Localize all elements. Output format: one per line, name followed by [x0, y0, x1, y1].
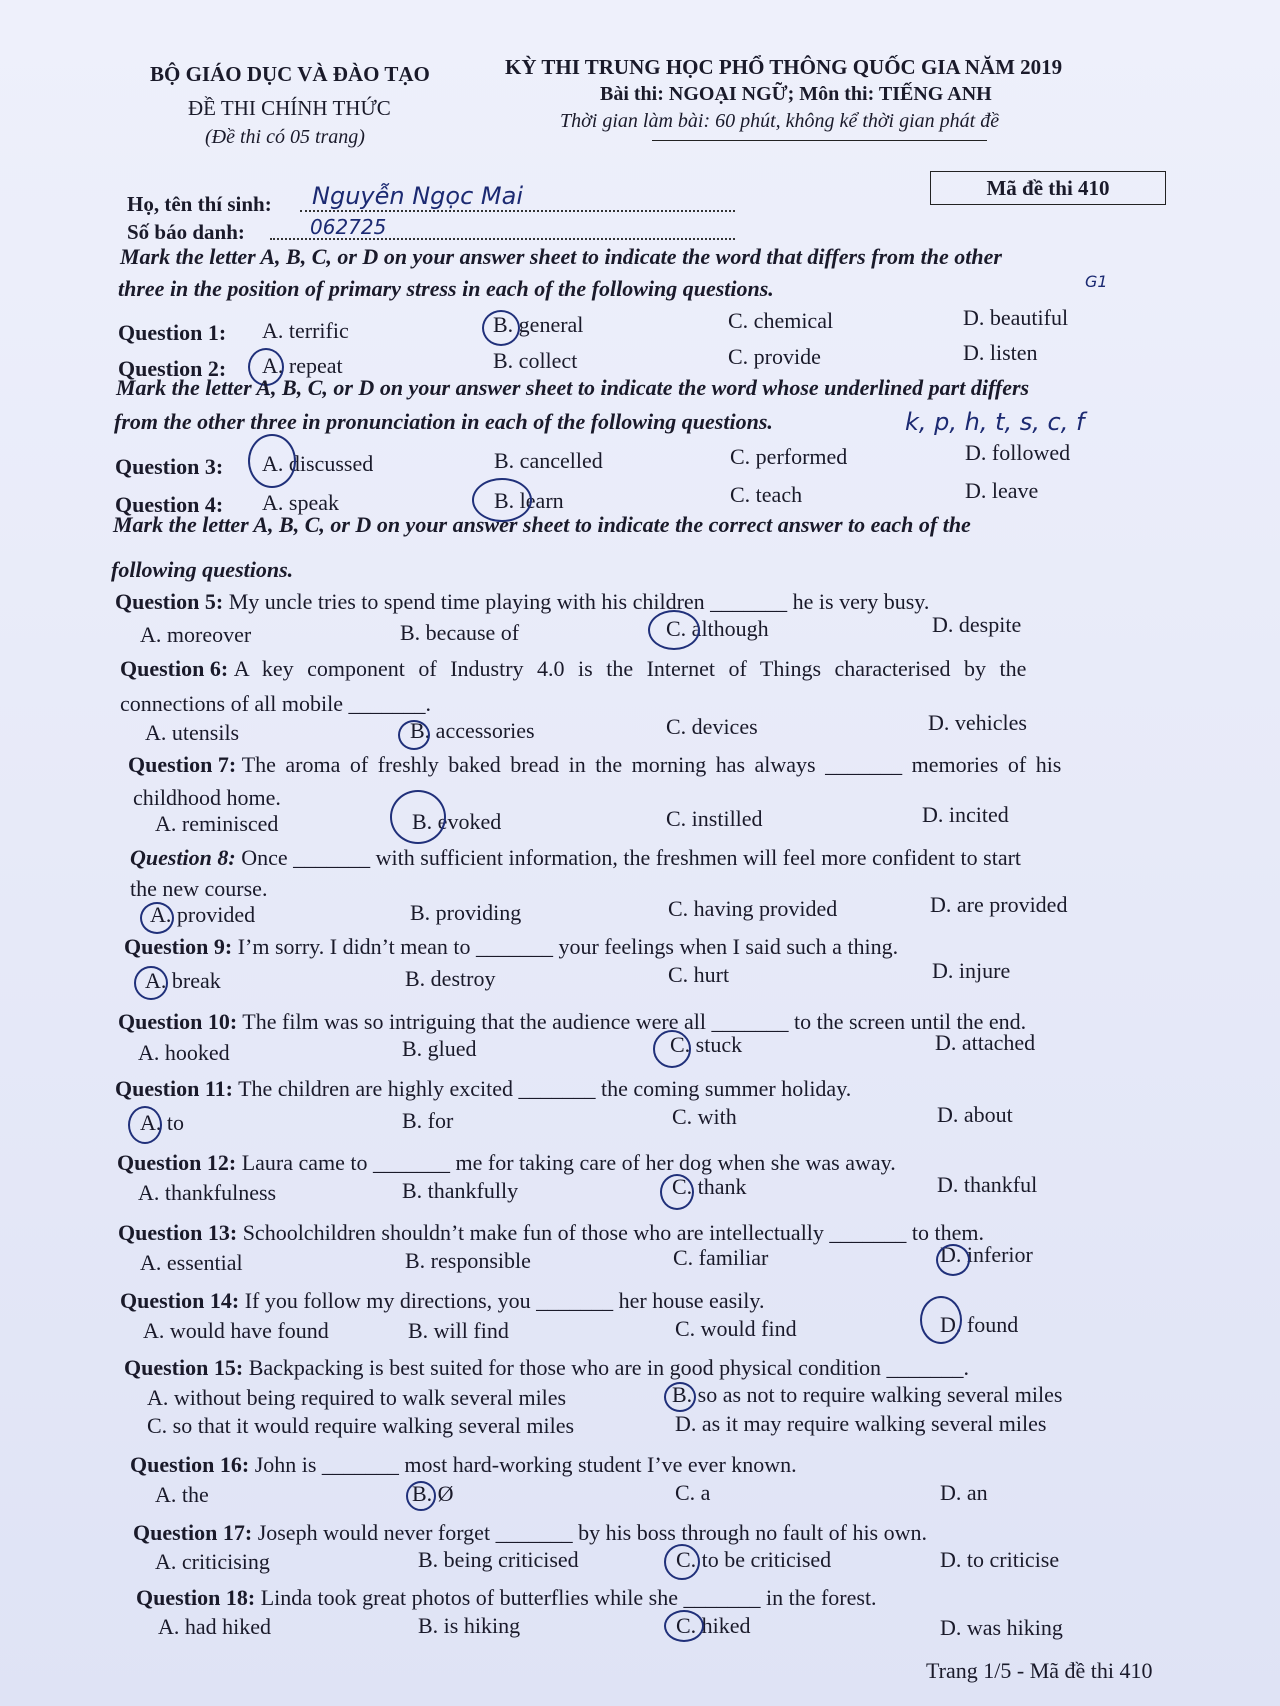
q11-option-a: A. to [140, 1110, 184, 1135]
q3-label: Question 3: [115, 454, 224, 479]
q14-stem-row [120, 1288, 764, 1314]
q17-option-b: B. being criticised [418, 1547, 579, 1572]
q11-label: Question 11: [115, 1076, 233, 1101]
q12-stem: Laura came to _______ me for taking care of her dog when she was away. [241, 1150, 896, 1175]
q18-option-d: D. was hiking [940, 1615, 1063, 1640]
q10-option-c: C. stuck [670, 1032, 743, 1057]
q13-stem: Schoolchildren shouldn’t make fun of those who are intellectually _______ to them. [242, 1220, 985, 1245]
q12-option-b: B. thankfully [402, 1178, 519, 1203]
q5-option-a: A. moreover [140, 622, 252, 647]
q18-option-a: A. had hiked [158, 1614, 272, 1639]
q17-option-c: C. to be criticised [676, 1547, 832, 1572]
official-label: ĐỀ THI CHÍNH THỨC [188, 96, 391, 120]
q17-stem-row [133, 1520, 927, 1546]
q8-answer-circle [140, 902, 174, 934]
q11-answer-circle [128, 1106, 162, 1144]
q6-stem-line1: A key component of Industry 4.0 is the Internet of Things characterised by the [233, 656, 1027, 681]
q9-stem-row [124, 934, 898, 960]
q6-option-a: A. utensils [145, 720, 240, 745]
q10-answer-circle [653, 1030, 691, 1068]
q10-option-b: B. glued [402, 1036, 477, 1061]
q3-option-d: D. followed [965, 440, 1071, 465]
q3-option-c: C. performed [730, 444, 848, 469]
q8-stem-line1: Once _______ with sufficient information, the freshmen will feel more confident to start [241, 845, 1022, 870]
q4-option-b: B. learn [494, 488, 564, 513]
q12-option-a: A. thankfulness [138, 1180, 277, 1205]
q13-option-a: A. essential [140, 1250, 243, 1275]
q8-option-d: D. are provided [930, 892, 1068, 917]
q4-label: Question 4: [115, 492, 224, 517]
q6-option-b: B. accessories [410, 718, 535, 743]
ministry-name: BỘ GIÁO DỤC VÀ ĐÀO TẠO [150, 62, 430, 86]
q10-stem-row [118, 1009, 1026, 1035]
q5-option-d: D. despite [932, 612, 1022, 637]
q9-option-d: D. injure [932, 958, 1011, 983]
q17-option-d: D. to criticise [940, 1547, 1060, 1572]
q11-stem-row [115, 1076, 851, 1102]
q11-option-d: D. about [937, 1102, 1013, 1127]
q17-answer-circle [664, 1544, 700, 1580]
exam-code-box: Mã đề thi 410 [930, 171, 1166, 205]
q9-option-a: A. break [145, 968, 221, 993]
q2-option-b: B. collect [493, 348, 578, 373]
q9-label: Question 9: [124, 934, 233, 959]
q9-option-b: B. destroy [405, 966, 496, 991]
q2-option-c: C. provide [728, 344, 821, 369]
q14-stem: If you follow my directions, you _______ her house easily. [244, 1288, 765, 1313]
q16-option-d: D. an [940, 1480, 988, 1505]
candidate-name-label: Họ, tên thí sinh: [127, 192, 272, 216]
q7-stem-line2: childhood home. [133, 785, 281, 810]
q16-option-c: C. a [675, 1480, 711, 1505]
q6-option-c: C. devices [666, 714, 758, 739]
q4-option-d: D. leave [965, 478, 1039, 503]
q18-label: Question 18: [136, 1585, 256, 1610]
q13-stem-row [118, 1220, 984, 1246]
q9-option-c: C. hurt [668, 962, 730, 987]
q12-answer-circle [660, 1174, 694, 1210]
q2-label: Question 2: [118, 356, 227, 381]
q3-answer-circle [248, 434, 296, 488]
q17-option-a: A. criticising [155, 1549, 270, 1574]
q5-label: Question 5: [115, 589, 224, 614]
q13-label: Question 13: [118, 1220, 238, 1245]
q7-stem-line1: The aroma of freshly baked bread in the morning has always _______ memories of his [241, 752, 1062, 777]
q5-option-c: C. although [666, 616, 769, 641]
pron-handwritten-note: k, p, h, t, s, c, f [905, 408, 1085, 436]
q16-answer-circle [406, 1481, 436, 1511]
candidate-name-handwritten: Nguyễn Ngọc Mai [312, 182, 523, 210]
q18-option-b: B. is hiking [418, 1613, 521, 1638]
q15-label: Question 15: [124, 1355, 244, 1380]
q15-answer-circle [664, 1382, 696, 1412]
q16-option-a: A. the [155, 1482, 209, 1507]
q10-label: Question 10: [118, 1009, 238, 1034]
q8-stem-row [130, 845, 1021, 871]
q4-option-a: A. speak [262, 490, 339, 515]
q18-option-c: C. hiked [676, 1613, 751, 1638]
pron-instruction-line1: Mark the letter A, B, C, or D on your answer sheet to indicate the word whose underlined part differs [116, 375, 1030, 400]
q7-option-b: B. evoked [412, 809, 502, 834]
q9-stem: I’m sorry. I didn’t mean to _______ your feelings when I said such a thing. [237, 934, 899, 959]
candidate-id-label: Số báo danh: [127, 220, 245, 244]
q18-stem: Linda took great photos of butterflies while she _______ in the forest. [260, 1585, 877, 1610]
q6-stem-row [120, 656, 1026, 682]
q14-option-c: C. would find [675, 1316, 797, 1341]
q10-option-d: D. attached [935, 1030, 1036, 1055]
name-dotted-line [300, 210, 735, 212]
exam-title: KỲ THI TRUNG HỌC PHỔ THÔNG QUỐC GIA NĂM 2019 [505, 55, 1063, 79]
q16-option-b: B. Ø [412, 1481, 454, 1506]
pages-note: (Đề thi có 05 trang) [205, 126, 365, 148]
q8-option-c: C. having provided [668, 896, 838, 921]
q8-option-b: B. providing [410, 900, 522, 925]
q7-option-d: D. incited [922, 802, 1009, 827]
margin-note: G1 [1085, 272, 1108, 291]
q10-option-a: A. hooked [138, 1040, 230, 1065]
candidate-id-handwritten: 062725 [310, 215, 387, 239]
q12-label: Question 12: [117, 1150, 237, 1175]
exam-time: Thời gian làm bài: 60 phút, không kể thời gian phát đề [560, 110, 1000, 132]
q10-stem: The film was so intriguing that the audience were all _______ to the screen until the end. [242, 1009, 1027, 1034]
q13-option-b: B. responsible [405, 1248, 531, 1273]
q3-option-a: A. discussed [262, 451, 374, 476]
q8-stem-line2: the new course. [130, 876, 268, 901]
q17-label: Question 17: [133, 1520, 253, 1545]
q11-option-c: C. with [672, 1104, 737, 1129]
q1-option-b: B. general [493, 312, 584, 337]
q17-stem: Joseph would never forget _______ by his boss through no fault of his own. [257, 1520, 928, 1545]
q6-answer-circle [398, 720, 430, 750]
q16-stem-row [130, 1452, 797, 1478]
q15-option-c: C. so that it would require walking several miles [147, 1413, 575, 1438]
stress-instruction-line1: Mark the letter A, B, C, or D on your answer sheet to indicate the word that differs from the other [120, 244, 1002, 269]
q16-stem: John is _______ most hard-working student I’ve ever known. [254, 1452, 797, 1477]
q9-answer-circle [134, 966, 168, 1000]
pron-instruction-line2: from the other three in pronunciation in each of the following questions. [114, 409, 773, 434]
q1-label: Question 1: [118, 320, 227, 345]
q4-option-c: C. teach [730, 482, 803, 507]
q15-stem: Backpacking is best suited for those who are in good physical condition _______. [248, 1355, 970, 1380]
q7-stem-row [128, 752, 1061, 778]
q14-label: Question 14: [120, 1288, 240, 1313]
q15-stem-row [124, 1355, 969, 1381]
q5-stem: My uncle tries to spend time playing with his children _______ he is very busy. [228, 589, 930, 614]
q14-option-b: B. will find [408, 1318, 509, 1343]
q18-answer-circle [664, 1610, 704, 1642]
q6-option-d: D. vehicles [928, 710, 1027, 735]
q8-option-a: A. provided [150, 902, 256, 927]
q1-option-d: D. beautiful [963, 305, 1069, 330]
q2-option-a: A. repeat [262, 353, 343, 378]
q11-option-b: B. for [402, 1108, 454, 1133]
q5-stem-row [115, 589, 929, 615]
q1-answer-circle [482, 310, 520, 346]
q5-option-b: B. because of [400, 620, 520, 645]
q14-option-a: A. would have found [143, 1318, 329, 1343]
header-rule [652, 140, 987, 141]
q7-option-c: C. instilled [666, 806, 763, 831]
q16-label: Question 16: [130, 1452, 250, 1477]
q15-option-a: A. without being required to walk several miles [147, 1385, 567, 1410]
q2-option-d: D. listen [963, 340, 1038, 365]
correct-instruction-line2: following questions. [111, 557, 294, 582]
q15-option-d: D. as it may require walking several miles [675, 1411, 1047, 1436]
q18-stem-row [136, 1585, 877, 1611]
q11-stem: The children are highly excited _______ the coming summer holiday. [238, 1076, 852, 1101]
exam-subject: Bài thi: NGOẠI NGỮ; Môn thi: TIẾNG ANH [600, 83, 992, 105]
q7-option-a: A. reminisced [155, 811, 279, 836]
q1-option-c: C. chemical [728, 308, 834, 333]
q13-option-d: D. inferior [940, 1242, 1033, 1267]
q5-answer-circle [648, 610, 700, 650]
q12-option-c: C. thank [672, 1174, 747, 1199]
q15-option-b: B. so as not to require walking several miles [672, 1382, 1063, 1407]
q1-option-a: A. terrific [262, 318, 349, 343]
q14-option-d: D. found [940, 1312, 1019, 1337]
stress-instruction-line2: three in the position of primary stress in each of the following questions. [118, 276, 774, 301]
q13-answer-circle [936, 1244, 970, 1276]
q8-label: Question 8: [130, 845, 236, 870]
q6-stem-line2: connections of all mobile _______. [120, 691, 431, 716]
correct-instruction-line1: Mark the letter A, B, C, or D on your answer sheet to indicate the correct answer to each of the [113, 512, 971, 537]
q13-option-c: C. familiar [673, 1245, 769, 1270]
q3-option-b: B. cancelled [494, 448, 603, 473]
q6-label: Question 6: [120, 656, 229, 681]
q7-answer-circle [390, 790, 446, 844]
page-footer: Trang 1/5 - Mã đề thi 410 [926, 1658, 1153, 1683]
q7-label: Question 7: [128, 752, 237, 777]
q14-answer-circle [920, 1296, 962, 1344]
q12-option-d: D. thankful [937, 1172, 1038, 1197]
q12-stem-row [117, 1150, 896, 1176]
